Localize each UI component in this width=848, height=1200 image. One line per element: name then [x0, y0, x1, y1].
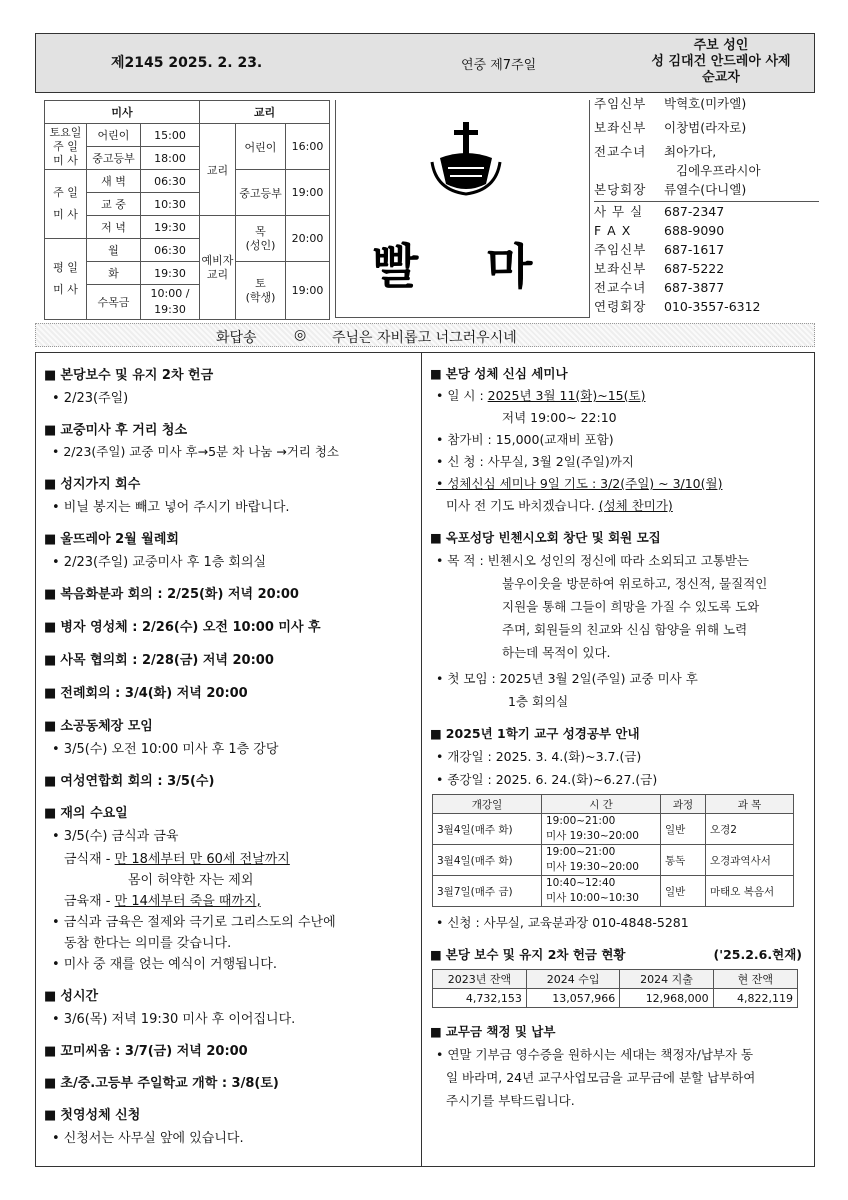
notice-text: • 일 시 : [436, 388, 488, 403]
doctrine-youth-time: 19:00 [286, 170, 330, 216]
doctrine-header: 교리 [200, 101, 330, 124]
mass-evening-time: 19:30 [141, 216, 200, 239]
mass-youth-time: 18:00 [141, 147, 200, 170]
notice-title: ■ 첫영성체 신청 [44, 1104, 416, 1123]
feast-line: 순교자 [702, 70, 740, 85]
table-cell: 3월7일(매주 금) [433, 876, 542, 907]
contact-row [594, 259, 819, 278]
notice-item: • 금식과 금육은 절제와 극기로 그리스도의 수난에 [52, 915, 336, 930]
mass-dawn-time: 06:30 [141, 170, 200, 193]
cell-line: 10:40~12:40 [546, 877, 616, 889]
staff-label [594, 161, 664, 180]
table-cell: 3월4일(매주 화) [433, 814, 542, 845]
table-cell: 오경과역사서 [706, 845, 794, 876]
contact-value: 687-1617 [664, 242, 725, 257]
notice-title: ■ 사목 협의회 : 2/28(금) 저녁 20:00 [44, 649, 416, 668]
mass-schedule-table [44, 100, 330, 320]
label-line: 토요일 [49, 125, 82, 139]
label-line: 미 사 [53, 208, 78, 221]
cell-line: 19:00~21:00 [546, 815, 616, 827]
mass-children-time: 15:00 [141, 124, 200, 147]
label-line: (학생) [245, 290, 276, 304]
liturgical-week: 연중 제7주일 [461, 58, 537, 73]
table-cell: 4,732,153 [433, 989, 527, 1008]
label-line: 토 [255, 276, 266, 290]
notice-title: ■ 전례회의 : 3/4(화) 저녁 20:00 [44, 682, 416, 701]
label-line: 교리 [206, 267, 229, 281]
left-column [44, 364, 416, 1146]
staff-label: 주임신부 [594, 96, 647, 111]
notice-item: • 미사 중 재를 얹는 예식이 거행됩니다. [52, 957, 277, 972]
staff-contacts [594, 94, 819, 316]
notice-item: 주며, 회원들의 친교와 신심 함양을 위해 노력 [502, 622, 748, 637]
contact-label: 연령회장 [594, 299, 647, 314]
table-row [433, 876, 794, 907]
staff-row [594, 161, 819, 180]
doctrine-thu-time: 20:00 [286, 216, 330, 262]
notice-text: (성체 찬미가) [598, 498, 673, 513]
table-header: 2024 지출 [620, 970, 713, 989]
notice-item: 하는데 목적이 있다. [502, 645, 611, 660]
notice-text: 금식재 - [64, 852, 115, 867]
notice-title: ■ 옥포성당 빈첸시오회 창단 및 회원 모집 [430, 528, 810, 546]
feast-line: 성 김대건 안드레아 사제 [651, 54, 791, 69]
staff-value: 이창범(라자로) [664, 120, 747, 135]
feast-line: 주보 성인 [693, 38, 749, 53]
table-header: 현 잔액 [713, 970, 797, 989]
issue-number-date: 제2145 2025. 2. 23. [111, 55, 263, 71]
table-cell [542, 876, 661, 907]
contact-label: 주임신부 [594, 242, 647, 257]
table-header: 2024 수입 [526, 970, 619, 989]
notice-title: ■ 교중미사 후 거리 청소 [44, 419, 416, 438]
notice-title: ■ 소공동체장 모임 [44, 715, 416, 734]
mass-mon-label: 월 [87, 239, 141, 262]
table-cell: 일반 [661, 876, 706, 907]
table-cell: 통독 [661, 845, 706, 876]
notice-item: 주시기를 부탁드립니다. [446, 1093, 575, 1108]
notice-title: ■ 본당보수 및 유지 2차 헌금 [44, 364, 416, 383]
table-row [433, 814, 794, 845]
notice-item: 불우이웃을 방문하여 위로하고, 정신적, 물질적인 [502, 576, 768, 591]
notice-item [436, 386, 810, 404]
sunday-mass-label [45, 170, 87, 239]
notice-title: ■ 성시간 [44, 985, 416, 1004]
contact-row [594, 297, 819, 316]
notice-title: ■ 재의 수요일 [44, 802, 416, 821]
contact-row [594, 240, 819, 259]
staff-label: 전교수녀 [594, 144, 647, 159]
notice-item: • 개강일 : 2025. 3. 4.(화)~3.7.(금) [436, 749, 642, 764]
table-cell [542, 814, 661, 845]
contact-row [594, 278, 819, 297]
table-cell: 마태오 복음서 [706, 876, 794, 907]
table-cell [542, 845, 661, 876]
table-header: 과 목 [706, 795, 794, 814]
staff-value: 김에우프라시아 [676, 163, 761, 178]
mass-evening-label: 저 녁 [87, 216, 141, 239]
doctrine-sat-label [236, 262, 286, 320]
table-header: 2023년 잔액 [433, 970, 527, 989]
responsorial-psalm-banner [35, 323, 815, 347]
label-line: 미 사 [53, 283, 78, 296]
notice-item: • 목 적 : 빈첸시오 성인의 정신에 따라 소외되고 고통받는 [436, 553, 749, 568]
notice-item: • 종강일 : 2025. 6. 24.(화)~6.27.(금) [436, 772, 658, 787]
notice-item: • 3/5(수) 오전 10:00 미사 후 1층 강당 [52, 742, 279, 757]
doctrine-youth-label: 중고등부 [236, 170, 286, 216]
staff-label: 본당회장 [594, 182, 647, 197]
mass-children-label: 어린이 [87, 124, 141, 147]
sat-sun-mass-label [45, 124, 87, 170]
notice-item [64, 848, 416, 867]
contact-row [594, 202, 819, 221]
notice-item: • 비닐 봉지는 빼고 넣어 주시기 바랍니다. [52, 500, 290, 515]
table-cell: 오경2 [706, 814, 794, 845]
fund-status-date: ('25.2.6.현재) [713, 947, 802, 962]
contact-value: 010-3557-6312 [664, 299, 761, 314]
staff-row [594, 180, 819, 199]
label-line: 주 일 [53, 139, 78, 153]
mass-tue-time: 19:30 [141, 262, 200, 285]
notice-item [64, 890, 416, 909]
notice-item: 지원을 통해 그들이 희망을 가질 수 있도록 도와 [502, 599, 760, 614]
parish-logo-area [335, 100, 590, 318]
staff-value: 최아가다, [664, 144, 717, 159]
notice-text: 금육재 - [64, 894, 115, 909]
notice-item: • 성체신심 세미나 9일 기도 : 3/2(주일) ~ 3/10(월) [436, 476, 723, 491]
staff-row [594, 142, 819, 161]
table-cell: 일반 [661, 814, 706, 845]
mass-parish-label: 교 중 [87, 193, 141, 216]
label-line: 주 일 [53, 186, 78, 199]
doctrine-sat-time: 19:00 [286, 262, 330, 320]
parish-emblem-icon [426, 118, 506, 198]
weekday-mass-label [45, 239, 87, 320]
notice-title: ■ 여성연합회 회의 : 3/5(수) [44, 770, 416, 789]
notice-title: ■ 본당 성체 신심 세미나 [430, 364, 810, 382]
staff-label: 보좌신부 [594, 120, 647, 135]
doctrine-children-label: 어린이 [236, 124, 286, 170]
contact-label: 전교수녀 [594, 280, 647, 295]
logo-word-2: 마 [486, 239, 535, 295]
notice-title: ■ 병자 영성체 : 2/26(수) 오전 10:00 미사 후 [44, 616, 416, 635]
mass-youth-label: 중고등부 [87, 147, 141, 170]
staff-row [594, 118, 819, 137]
notice-item: 1층 회의실 [508, 694, 569, 709]
doctrine-children-time: 16:00 [286, 124, 330, 170]
notice-title: ■ 교무금 책정 및 납부 [430, 1022, 810, 1040]
notice-item [446, 496, 810, 514]
notice-title: ■ 초/중.고등부 주일학교 개학 : 3/8(토) [44, 1072, 416, 1091]
fund-status-heading [430, 945, 802, 963]
notice-item: • 연말 기부금 영수증을 원하시는 세대는 책정자/납부자 동 [436, 1047, 754, 1062]
contact-value: 687-3877 [664, 280, 725, 295]
contact-row [594, 221, 819, 240]
contact-label: 사 무 실 [594, 204, 644, 219]
notice-text: 만 14세부터 죽을 때까지, [114, 894, 261, 909]
mass-header: 미사 [45, 101, 200, 124]
banner-label: 화답송 [216, 330, 257, 346]
notice-text: 2025년 3월 11(화)~15(토) [487, 388, 646, 403]
contact-label: F A X [594, 223, 632, 238]
feast-saint [636, 38, 806, 86]
notice-item: • 3/5(수) 금식과 금육 [52, 829, 179, 844]
notice-item: • 참가비 : 15,000(교재비 포함) [436, 432, 614, 447]
notice-title: ■ 2025년 1학기 교구 성경공부 안내 [430, 724, 810, 742]
notice-item: 몸이 허약한 자는 제외 [128, 873, 254, 888]
contact-value: 687-2347 [664, 204, 725, 219]
notice-text: 만 18세부터 만 60세 전날까지 [114, 852, 290, 867]
bible-study-table [432, 794, 794, 907]
notice-title: ■ 복음화분과 회의 : 2/25(화) 저녁 20:00 [44, 583, 416, 602]
table-header: 시 간 [542, 795, 661, 814]
bulletin-header [35, 33, 815, 93]
notice-item: • 첫 모임 : 2025년 3월 2일(주일) 교중 미사 후 [436, 671, 698, 686]
table-row [433, 989, 798, 1008]
label-line: 목 [255, 224, 266, 238]
column-divider [421, 352, 422, 1167]
fund-status-table [432, 969, 798, 1008]
banner-text: 주님은 자비롭고 너그러우시네 [332, 330, 517, 346]
cell-line: 미사 19:30~20:00 [546, 861, 639, 873]
notice-title: ■ 울뜨레아 2월 월례회 [44, 528, 416, 547]
notice-item: • 2/23(주일) [52, 391, 129, 406]
right-column [430, 364, 810, 1109]
label-line: 평 일 [53, 261, 78, 274]
table-cell: 13,057,966 [526, 989, 619, 1008]
notice-title: ■ 꼬미씨움 : 3/7(금) 저녁 20:00 [44, 1040, 416, 1059]
notice-title: ■ 성지가지 회수 [44, 473, 416, 492]
notice-item: 일 바라며, 24년 교구사업모금을 교무금에 분할 납부하여 [446, 1070, 756, 1085]
table-cell: 4,822,119 [713, 989, 797, 1008]
cell-line: 미사 10:00~10:30 [546, 892, 639, 904]
mass-parish-time: 10:30 [141, 193, 200, 216]
label-line: (성인) [245, 238, 276, 252]
notice-item: • 신청 : 사무실, 교육분과장 010-4848-5281 [436, 915, 689, 930]
table-header: 과정 [661, 795, 706, 814]
notice-item: 동참 한다는 의미를 갖습니다. [64, 936, 232, 951]
mass-wed-fri-label: 수목금 [87, 285, 141, 320]
notice-title: ■ 본당 보수 및 유지 2차 헌금 현황 [430, 945, 626, 963]
mass-tue-label: 화 [87, 262, 141, 285]
logo-word-1: 빨 [372, 239, 421, 295]
notice-item: • 3/6(목) 저녁 19:30 미사 후 이어집니다. [52, 1012, 296, 1027]
staff-value: 박혁호(미카엘) [664, 96, 747, 111]
doctrine-label: 교리 [200, 124, 236, 216]
table-row [433, 845, 794, 876]
cell-line: 미사 19:30~20:00 [546, 830, 639, 842]
label-line: 미 사 [53, 153, 78, 167]
cell-line: 19:00~21:00 [546, 846, 616, 858]
notice-text: 미사 전 기도 바치겠습니다. [446, 498, 599, 513]
contact-value: 688-9090 [664, 223, 725, 238]
contact-label: 보좌신부 [594, 261, 647, 276]
notice-item: • 2/23(주일) 교중 미사 후→5분 차 나눔 →거리 청소 [52, 444, 340, 459]
mass-mon-time: 06:30 [141, 239, 200, 262]
banner-symbol: ◎ [294, 327, 307, 343]
staff-row [594, 94, 819, 113]
table-cell: 3월4일(매주 화) [433, 845, 542, 876]
mass-dawn-label: 새 벽 [87, 170, 141, 193]
staff-value: 류열수(다니엘) [664, 182, 747, 197]
doctrine-thu-label [236, 216, 286, 262]
catechumen-label [200, 216, 236, 320]
notice-item: • 신 청 : 사무실, 3월 2일(주일)까지 [436, 454, 634, 469]
table-header: 개강일 [433, 795, 542, 814]
mass-wed-fri-time: 10:00 / 19:30 [141, 285, 200, 320]
label-line: 예비자 [201, 253, 234, 267]
notice-item: • 신청서는 사무실 앞에 있습니다. [52, 1131, 244, 1146]
notice-item: • 2/23(주일) 교중미사 후 1층 회의실 [52, 555, 267, 570]
notice-item: 저녁 19:00~ 22:10 [502, 410, 617, 425]
table-cell: 12,968,000 [620, 989, 713, 1008]
contact-value: 687-5222 [664, 261, 725, 276]
